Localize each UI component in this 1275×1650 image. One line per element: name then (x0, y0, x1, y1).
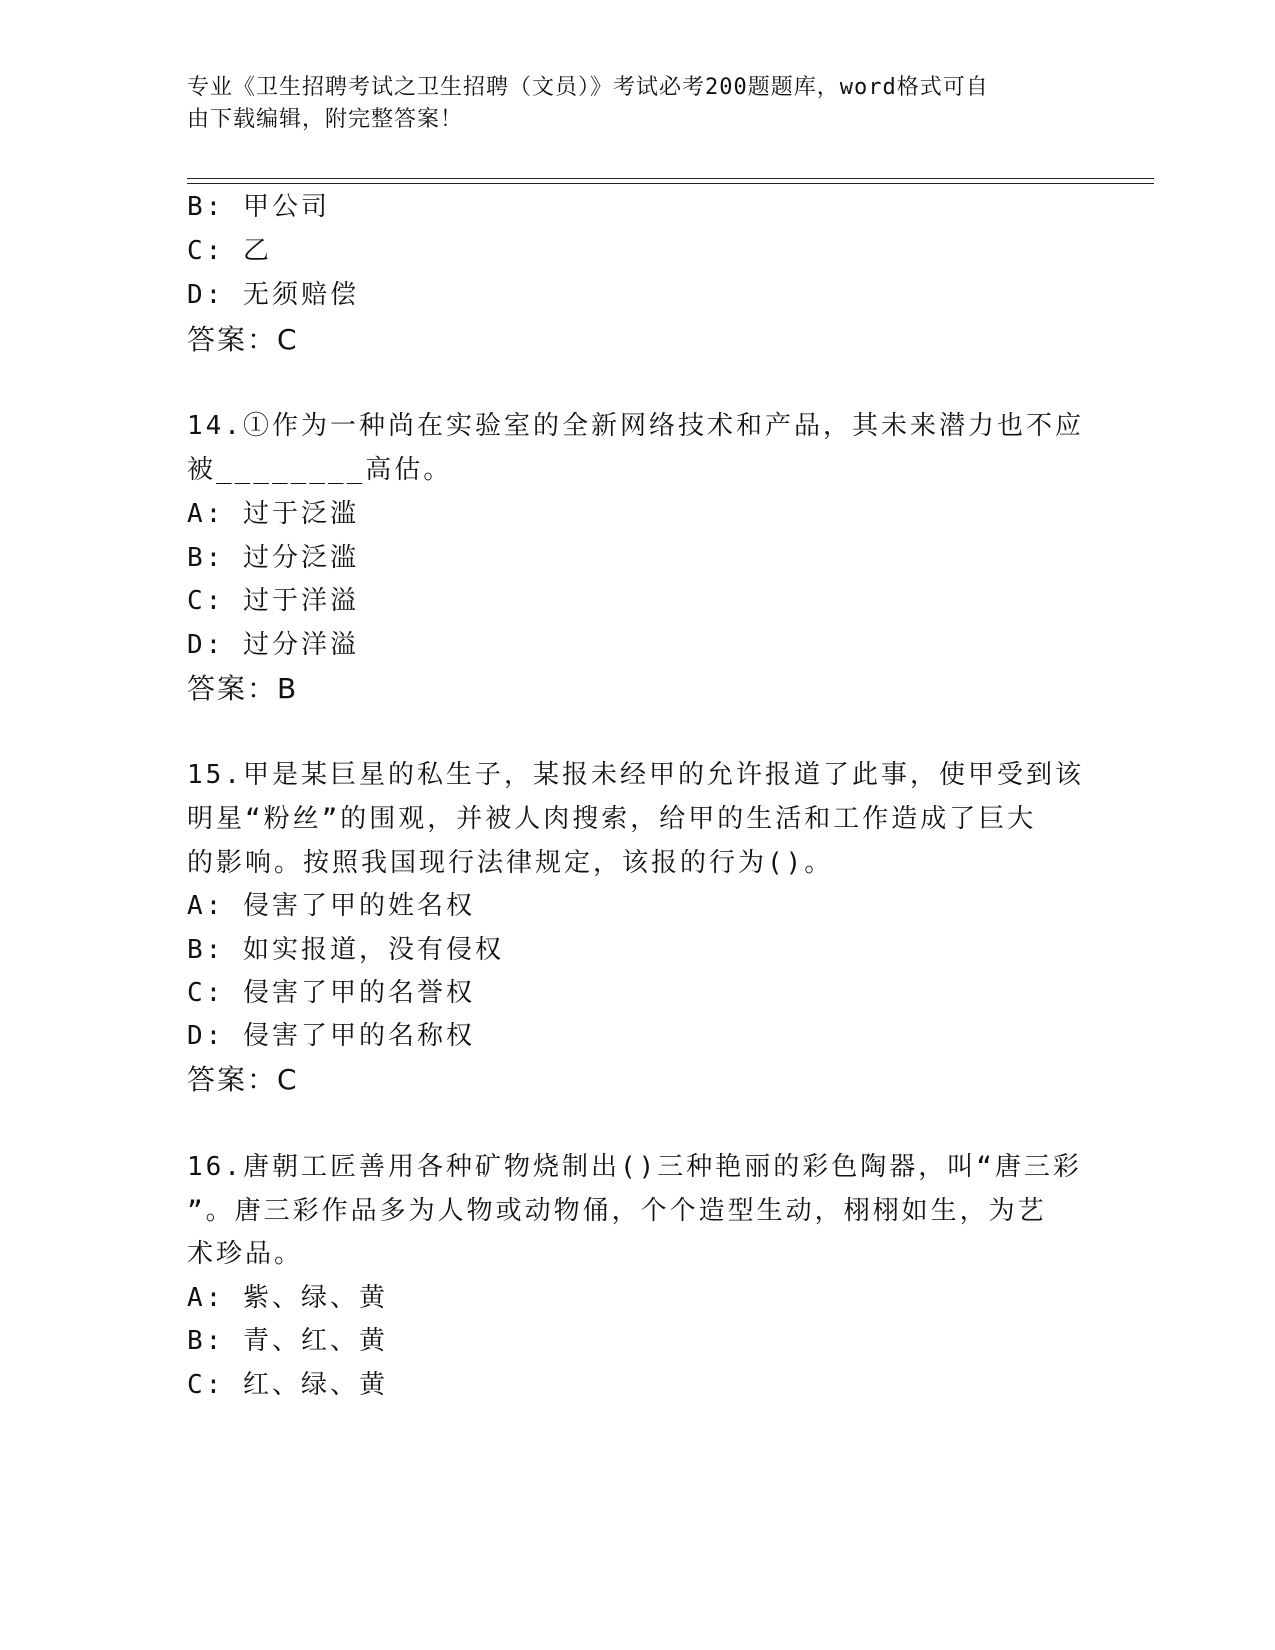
q14-answer: 答案：B (187, 672, 299, 705)
q14-option-c: C: 过于洋溢 (187, 586, 359, 616)
q14-stem-line-1: 14.①作为一种尚在实验室的全新网络技术和产品，其未来潜力也不应 (187, 411, 1084, 441)
q13-option-c: C: 乙 (187, 236, 272, 266)
q14-option-a: A: 过于泛滥 (187, 499, 359, 529)
document-header (187, 72, 1067, 136)
q13-option-b: B: 甲公司 (187, 192, 330, 222)
q16-stem-line-2: ”。唐三彩作品多为人物或动物俑，个个造型生动，栩栩如生，为艺 (187, 1196, 1047, 1226)
q14-option-d: D: 过分洋溢 (187, 630, 359, 660)
q16-stem-line-3: 术珍品。 (187, 1239, 304, 1269)
q14-stem-line-2: 被________高估。 (187, 455, 453, 485)
q16-stem-line-1: 16.唐朝工匠善用各种矿物烧制出()三种艳丽的彩色陶器，叫“唐三彩 (187, 1152, 1082, 1182)
header-line-1: 专业《卫生招聘考试之卫生招聘（文员）》考试必考200题题库，word格式可自 (187, 75, 989, 100)
q16-option-b: B: 青、红、黄 (187, 1326, 388, 1356)
q15-option-b: B: 如实报道，没有侵权 (187, 935, 504, 965)
q15-stem-line-3: 的影响。按照我国现行法律规定，该报的行为()。 (187, 848, 834, 878)
q15-option-a: A: 侵害了甲的姓名权 (187, 891, 475, 921)
header-line-2: 由下载编辑，附完整答案！ (187, 107, 464, 132)
q16-option-c: C: 红、绿、黄 (187, 1370, 388, 1400)
q15-answer: 答案：C (187, 1063, 299, 1096)
header-divider-bottom (187, 183, 1154, 184)
q15-stem-line-1: 15.甲是某巨星的私生子，某报未经甲的允许报道了此事，使甲受到该 (187, 760, 1084, 790)
q14-option-b: B: 过分泛滥 (187, 543, 359, 573)
q15-option-c: C: 侵害了甲的名誉权 (187, 978, 475, 1008)
q16-option-a: A: 紫、绿、黄 (187, 1283, 388, 1313)
q15-stem-line-2: 明星“粉丝”的围观，并被人肉搜索，给甲的生活和工作造成了巨大 (187, 804, 1037, 834)
q13-answer: 答案：C (187, 323, 299, 356)
q15-option-d: D: 侵害了甲的名称权 (187, 1021, 475, 1051)
q13-option-d: D: 无须赔偿 (187, 280, 359, 310)
header-divider-top (187, 178, 1154, 179)
